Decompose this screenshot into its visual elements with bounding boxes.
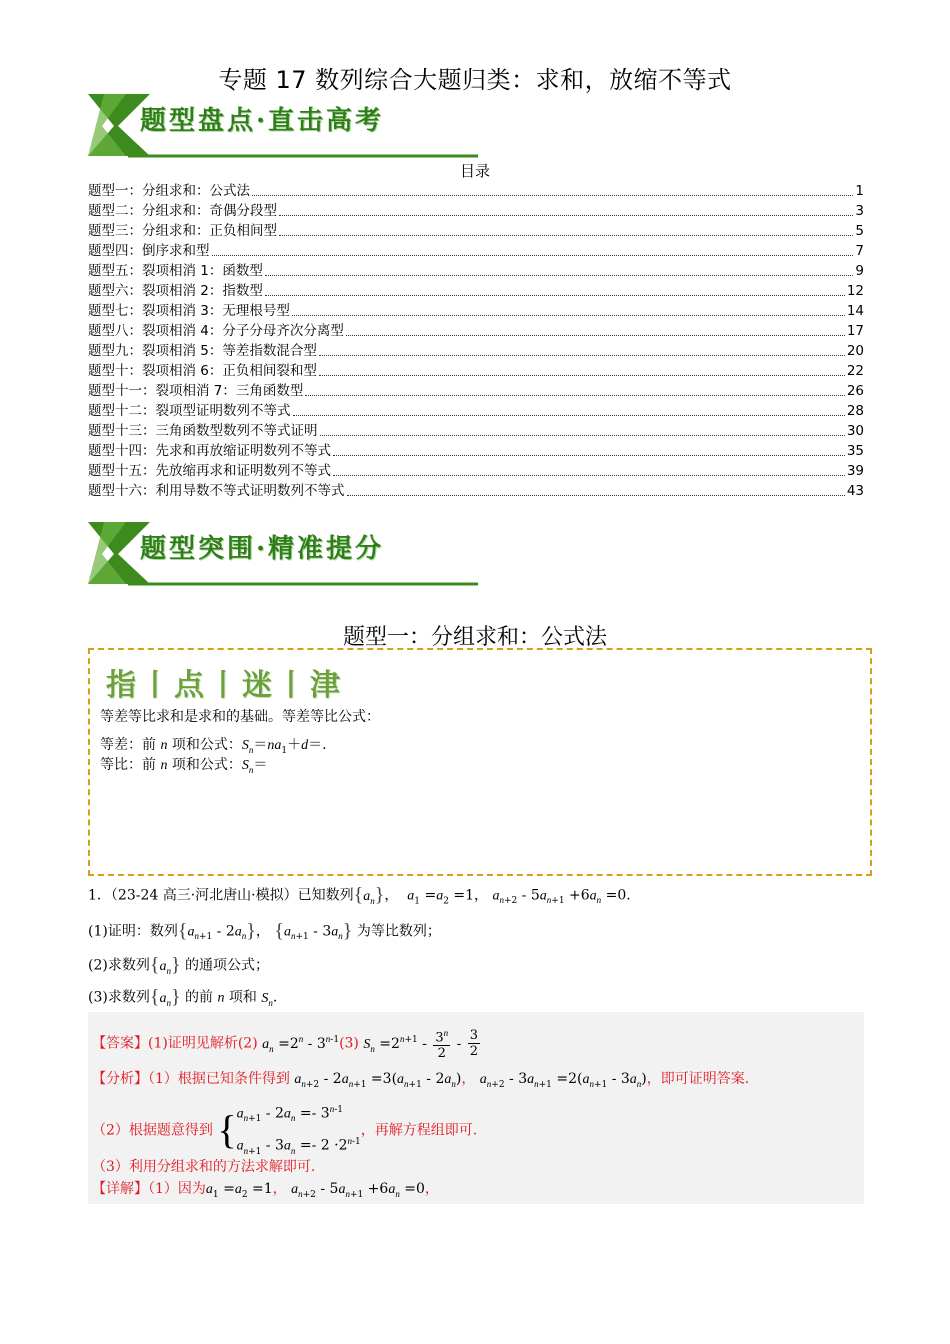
toc-entry-page: 12 (846, 283, 864, 299)
tips-intro: 等差等比求和是求和的基础。等差等比公式： (100, 709, 380, 725)
toc-entry[interactable] (88, 221, 864, 241)
toc-leader-dots (279, 235, 853, 236)
toc-leader-dots (320, 435, 845, 436)
overview-banner-text: 题型盘点·直击高考 (140, 106, 385, 136)
toc-leader-dots (292, 315, 845, 316)
problem-source: （23-24 高三·河北唐山·模拟）已知数列 (110, 887, 354, 904)
analysis-line-1: 【分析】（1）根据已知条件得到 $a_{n+2} - 2a_{n+1} =3(a_{n+1} - 2a_n)$， $a_{n+2} - 3a_{n+1} =2(a_{n+1} - 3a_n)$，即可证明答案. (92, 1071, 750, 1090)
toc-leader-dots (319, 355, 845, 356)
part3-mid: 的前 (185, 989, 214, 1006)
toc-leader-dots (293, 415, 845, 416)
toc-entry[interactable] (88, 421, 864, 441)
problem-part-1: (1)证明：数列$\{a_{n+1} - 2a_n\}$， $\{a_{n+1} - 3a_n\}$ 为等比数列； (88, 920, 441, 943)
toc-entry[interactable] (88, 321, 864, 341)
toc-entry-title: 题型十四：先求和再放缩证明数列不等式 (88, 443, 331, 459)
tips-geo-end: ＝ (253, 757, 268, 773)
overview-banner (88, 94, 478, 158)
problem-part-2: (2)求数列$\{a_n\}$ 的通项公式； (88, 954, 270, 976)
detail-label: 【详解】 (92, 1181, 148, 1197)
toc-entry-title: 题型三：分组求和：正负相间型 (88, 223, 277, 239)
toc-entry-page: 28 (846, 403, 864, 419)
analysis-line-2 (92, 1098, 477, 1163)
toc-entry-page: 1 (855, 183, 864, 199)
tips-arith-mid: 项和公式： (171, 737, 242, 753)
problem-statement: 1．（23-24 高三·河北唐山·模拟）已知数列$\{a_n\}$， $a_1 =a_2 =1$， $a_{n+2} - 5a_{n+1} +6a_n =0$. (88, 884, 631, 907)
answer-part-3-label: (3) (339, 1035, 359, 1052)
equation-system: { $a_{n+1} - 2a_n =- 3^{n-1}$ $a_{n+1} - 3a_n =- 2 \cdot 2^{n-1}$ (217, 1104, 361, 1157)
section-heading: 题型一：分组求和：公式法 (342, 625, 607, 650)
toc-entry[interactable] (88, 361, 864, 381)
toc-leader-dots (212, 255, 854, 256)
analysis-1-prefix: （1）根据已知条件得到 (148, 1071, 290, 1087)
toc-entry-page: 39 (846, 463, 864, 479)
toc-entry[interactable] (88, 481, 864, 501)
tips-geometric-line: 等比：前 n 项和公式：$S_n=$ (100, 757, 268, 775)
toc-entry-page: 35 (846, 443, 864, 459)
breakthrough-banner (88, 522, 478, 586)
toc-entry-page: 7 (855, 243, 864, 259)
toc-entry-title: 题型四：倒序求和型 (88, 243, 210, 259)
toc-entry-page: 5 (855, 223, 864, 239)
toc-entry-title: 题型五：裂项相消 1：函数型 (88, 263, 263, 279)
toc-leader-dots (265, 275, 854, 276)
toc-entry-title: 题型十三：三角函数型数列不等式证明 (88, 423, 318, 439)
toc-leader-dots (265, 295, 845, 296)
toc-entry-page: 22 (846, 363, 864, 379)
document-title: 专题 17 数列综合大题归类：求和，放缩不等式 (218, 66, 732, 94)
toc-heading: 目录 (459, 162, 490, 180)
toc-entry-title: 题型十二：裂项型证明数列不等式 (88, 403, 291, 419)
part3-suffix: 项和 (228, 989, 257, 1006)
problem-given-sep: ， (384, 887, 399, 904)
toc-leader-dots (333, 475, 845, 476)
toc-entry-title: 题型十五：先放缩再求和证明数列不等式 (88, 463, 331, 479)
toc-entry-title: 题型八：裂项相消 4：分子分母齐次分离型 (88, 323, 344, 339)
detail-line-1: 【详解】（1）因为$a_1 =a_2 =1$， $a_{n+2} - 5a_{n+1} +6a_n =0$， (92, 1181, 439, 1200)
toc-entry-page: 30 (846, 423, 864, 439)
tips-geo-mid: 项和公式： (171, 757, 242, 773)
toc-leader-dots (319, 375, 845, 376)
problem-number: 1． (88, 887, 111, 904)
toc-entry-page: 26 (846, 383, 864, 399)
toc-entry[interactable] (88, 301, 864, 321)
toc-leader-dots (347, 495, 845, 496)
tips-arith-end: ＝. (308, 737, 327, 753)
analysis-2-suffix: ，再解方程组即可. (360, 1122, 478, 1139)
toc-leader-dots (346, 335, 845, 336)
toc-entry-title: 题型七：裂项相消 3：无理根号型 (88, 303, 290, 319)
part3-prefix: (3)求数列 (88, 989, 150, 1006)
toc-leader-dots (305, 395, 844, 396)
toc-entry-page: 14 (846, 303, 864, 319)
detail-1-text: （1）因为 (148, 1181, 206, 1197)
toc-leader-dots (279, 215, 853, 216)
toc-entry-title: 题型十：裂项相消 6：正负相间裂和型 (88, 363, 317, 379)
analysis-1-suffix: ，即可证明答案. (646, 1071, 750, 1087)
toc-entry-page: 9 (855, 263, 864, 279)
toc-leader-dots (252, 195, 853, 196)
toc-entry-page: 43 (846, 483, 864, 499)
toc-entry-title: 题型六：裂项相消 2：指数型 (88, 283, 263, 299)
answer-label: 【答案】 (92, 1035, 148, 1052)
tips-arithmetic-line: 等差：前 n 项和公式：$S_n=na_1+d=$. (100, 737, 327, 756)
toc-entry[interactable] (88, 261, 864, 281)
answer-box (88, 1012, 864, 1204)
part1-prefix: (1)证明：数列 (88, 923, 178, 940)
tips-geo-prefix: 等比：前 (100, 757, 156, 773)
toc-entry[interactable] (88, 381, 864, 401)
toc-entry-title: 题型二：分组求和：奇偶分段型 (88, 203, 277, 219)
toc-entry-title: 题型一：分组求和：公式法 (88, 183, 250, 199)
toc-entry[interactable] (88, 441, 864, 461)
analysis-2-prefix: （2）根据题意得到 (92, 1122, 213, 1139)
toc-entry[interactable] (88, 181, 864, 201)
toc-entry[interactable] (88, 241, 864, 261)
problem-part-3: (3)求数列$\{a_n\}$ 的前 n 项和 $S_n$. (88, 986, 278, 1008)
toc-entry[interactable] (88, 281, 864, 301)
toc-entry-page: 3 (855, 203, 864, 219)
toc-entry[interactable] (88, 461, 864, 481)
part1-suffix: 为等比数列； (356, 923, 441, 940)
analysis-label: 【分析】 (92, 1071, 148, 1087)
tips-arith-prefix: 等差：前 (100, 737, 156, 753)
answer-line: 【答案】(1)证明见解析(2) $a_n =2^n - 3^{n-1}(3)$ $S_n =2^{n+1}$ - $\frac{3^n}{2}$ - $\frac{3}{2}$ (92, 1028, 479, 1062)
toc-leader-dots (333, 455, 845, 456)
breakthrough-banner-text: 题型突围·精准提分 (140, 534, 385, 564)
tips-title: 指丨点丨迷丨津 (106, 668, 344, 703)
toc-entry[interactable] (88, 341, 864, 361)
toc-entry-title: 题型九：裂项相消 5：等差指数混合型 (88, 343, 317, 359)
toc-entry[interactable] (88, 401, 864, 421)
toc-entry-title: 题型十一：裂项相消 7：三角函数型 (88, 383, 304, 399)
toc-entry-page: 17 (846, 323, 864, 339)
analysis-line-3: （3）利用分组求和的方法求解即可. (92, 1159, 316, 1175)
part2-suffix: 的通项公式； (185, 957, 270, 974)
part2-prefix: (2)求数列 (88, 957, 150, 974)
answer-part-1: (1)证明见解析 (148, 1035, 238, 1052)
toc-entry-page: 20 (846, 343, 864, 359)
toc-entry-title: 题型十六：利用导数不等式证明数列不等式 (88, 483, 345, 499)
answer-part-2-label: (2) (237, 1035, 258, 1052)
toc-entry[interactable] (88, 201, 864, 221)
tips-box (88, 648, 872, 876)
